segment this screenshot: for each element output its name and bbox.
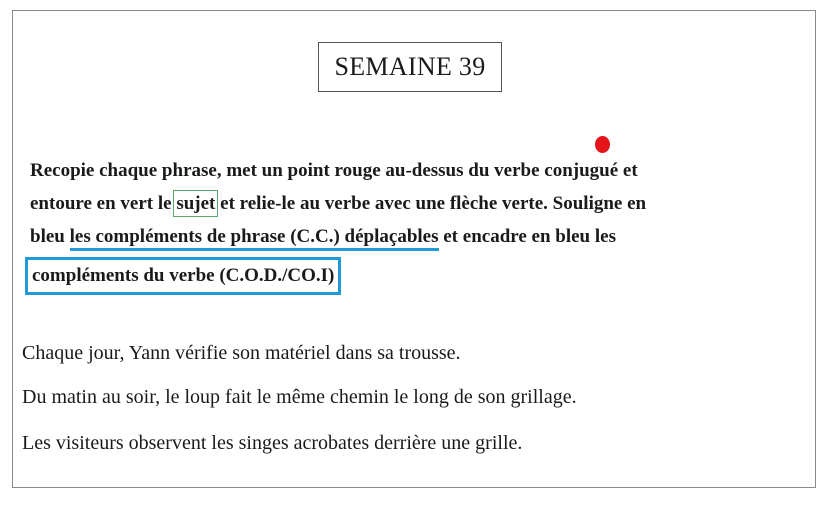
instruction-text: et encadre en bleu les xyxy=(438,226,616,247)
sujet-green-box: sujet xyxy=(176,193,216,214)
page-title: SEMAINE 39 xyxy=(318,42,502,92)
red-dot-mark xyxy=(595,136,610,153)
cod-coi-blue-box: compléments du verbe (C.O.D./CO.I) xyxy=(25,257,341,295)
instruction-line-2 xyxy=(30,187,790,220)
sentence-3: Les visiteurs observent les singes acrobates derrière une grille. xyxy=(22,432,523,454)
instruction-line-4 xyxy=(30,253,790,295)
instructions xyxy=(30,154,790,295)
instruction-text: et relie-le au verbe avec une flèche verte. Souligne en xyxy=(215,193,647,214)
instruction-line-1: Recopie chaque phrase, met un point rouge au-dessus du verbe conjugué et xyxy=(30,160,638,181)
cc-blue-underline: les compléments de phrase (C.C.) déplaçables xyxy=(70,226,439,251)
sentence-1: Chaque jour, Yann vérifie son matériel dans sa trousse. xyxy=(22,342,461,364)
instruction-text: bleu xyxy=(30,226,70,247)
instruction-line-3 xyxy=(30,220,790,253)
sentence-2: Du matin au soir, le loup fait le même chemin le long de son grillage. xyxy=(22,386,577,408)
instruction-text: entoure en vert le xyxy=(30,193,177,214)
